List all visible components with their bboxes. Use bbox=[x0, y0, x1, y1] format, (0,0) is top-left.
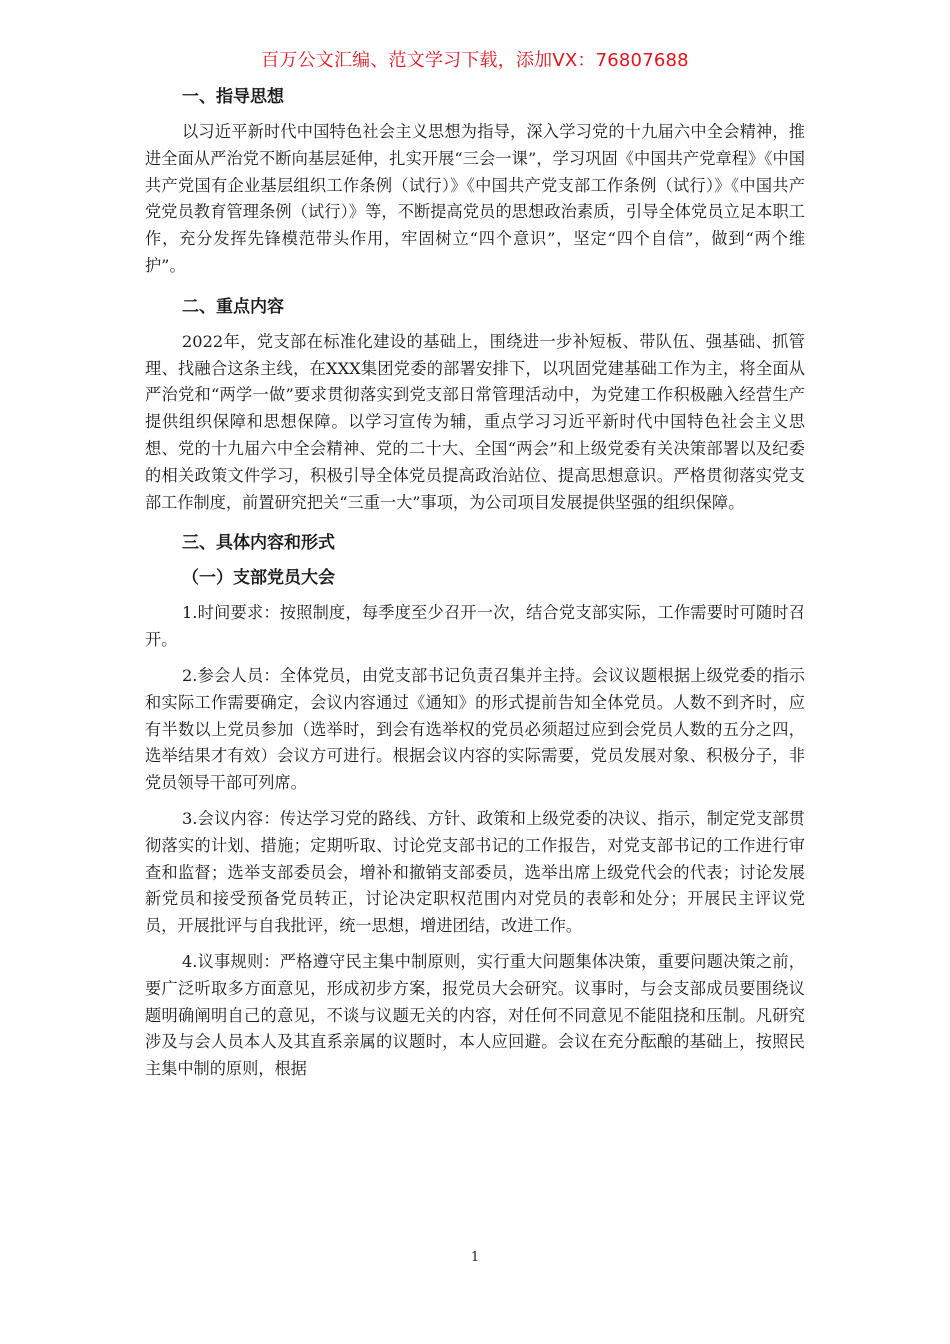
item-meeting-content: 3.会议内容：传达学习党的路线、方针、政策和上级党委的决议、指示，制定党支部贯彻落实的计划、措施；定期听取、讨论党支部书记的工作报告，对党支部书记的工作进行审查和监督；选举支部委员会，增补和撤销支部委员，选举出席上级党代会的代表；讨论发展新党员和接受预备党员转正，讨论决定职权范围内对党员的表彰和处分；开展民主评议党员，开展批评与自我批评，统一思想，增进团结，改进工作。 bbox=[145, 808, 805, 936]
section-heading-1: 一、指导思想 bbox=[182, 87, 284, 107]
section-heading-3: 三、具体内容和形式 bbox=[182, 533, 335, 554]
subsection-heading-1: （一）支部党员大会 bbox=[182, 568, 335, 589]
page-number: 1 bbox=[470, 1250, 480, 1265]
document-body bbox=[145, 84, 805, 1083]
item-time-requirement: 1.时间要求：按照制度，每季度至少召开一次，结合党支部实际，工作需要时可随时召开。 bbox=[145, 603, 805, 650]
header-banner: 百万公文汇编、范文学习下载，添加VX：76807688 bbox=[261, 50, 689, 71]
section-heading-2: 二、重点内容 bbox=[182, 296, 284, 317]
item-rules: 4.议事规则：严格遵守民主集中制原则，实行重大问题集体决策，重要问题决策之前，要广泛听取多方面意见，形成初步方案，报党员大会研究。议事时，与会支部成员要围绕议题明确阐明自己的意见，不谈与议题无关的内容，对任何不同意见不能阻挠和压制。凡研究涉及与会人员本人及其直系亲属的议题时，本人应回避。会议在充分酝酿的基础上，按照民主集中制的原则，根据 bbox=[145, 951, 805, 1079]
paragraph-guiding-thought: 以习近平新时代中国特色社会主义思想为指导，深入学习党的十九届六中全会精神，推进全面从严治党不断向基层延伸，扎实开展“三会一课”，学习巩固《中国共产党章程》《中国共产党国有企业基层组织工作条例（试行）》《中国共产党支部工作条例（试行）》《中国共产党党员教育管理条例（试行）》等，不断提高党员的思想政治素质，引导全体党员立足本职工作，充分发挥先锋模范带头作用，牢固树立“四个意识”，坚定“四个自信”，做到“两个维护”。 bbox=[145, 122, 806, 275]
item-attendees: 2.参会人员：全体党员，由党支部书记负责召集并主持。会议议题根据上级党委的指示和实际工作需要确定，会议内容通过《通知》的形式提前告知全体党员。人数不到齐时，应有半数以上党员参加（选举时，到会有选举权的党员必须超过应到会党员人数的五分之四，选举结果才有效）会议方可进行。根据会议内容的实际需要，党员发展对象、积极分子，非党员领导干部可列席。 bbox=[145, 665, 805, 793]
paragraph-key-content: 2022年，党支部在标准化建设的基础上，围绕进一步补短板、带队伍、强基础、抓管理、找融合这条主线，在XXX集团党委的部署安排下，以巩固党建基础工作为主，将全面从严治党和“两学一做”要求贯彻落实到党支部日常管理活动中，为党建工作积极融入经营生产提供组织保障和思想保障。以学习宣传为辅，重点学习习近平新时代中国特色社会主义思想、党的十九届六中全会精神、党的二十大、全国“两会”和上级党委有关决策部署以及纪委的相关政策文件学习，积极引导全体党员提高政治站位、提高思想意识。严格贯彻落实党支部工作制度，前置研究把关“三重一大”事项，为公司项目发展提供坚强的组织保障。 bbox=[145, 331, 805, 512]
